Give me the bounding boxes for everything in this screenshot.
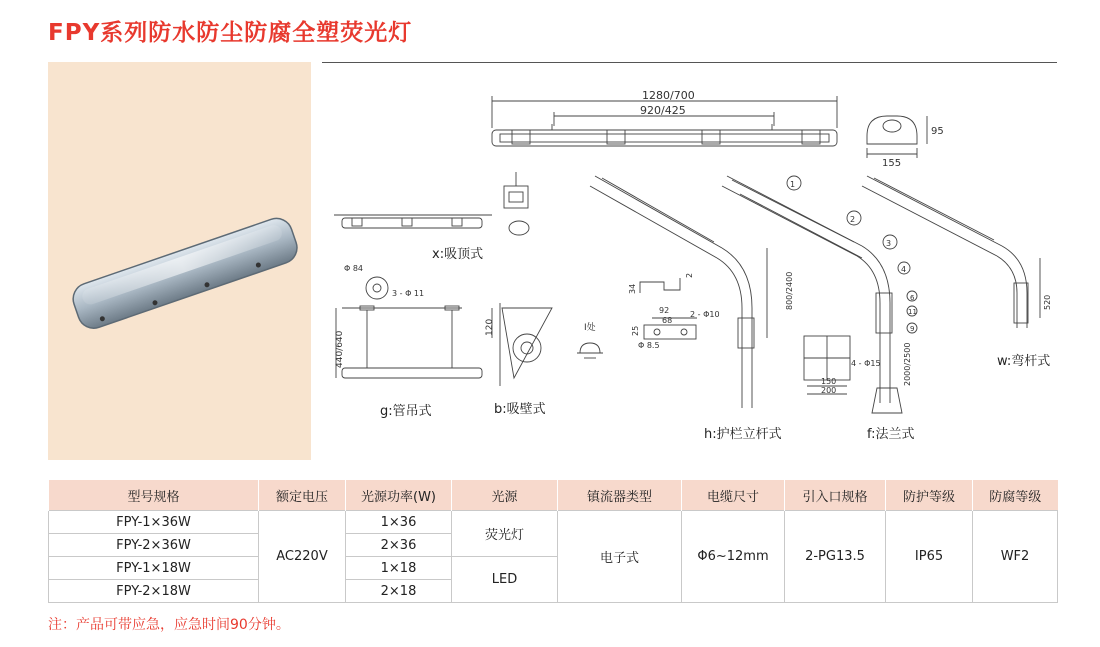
dim-clamp-68: 68 [662, 316, 673, 325]
dim-flange-pole-height: 2000/2500 [903, 342, 912, 386]
ceiling-mount-view [334, 172, 529, 235]
header-power: 光源功率(W) [346, 480, 452, 511]
dim-overall-length: 1280/700 [642, 89, 695, 102]
dim-bracket-34: 34 [628, 283, 637, 294]
dim-flange-200: 200 [821, 386, 837, 395]
cell-power: 1×36 [346, 511, 452, 534]
dim-section-height: 95 [931, 126, 944, 137]
dim-clamp-25: 25 [631, 325, 640, 336]
cell-entry: 2-PG13.5 [785, 511, 886, 603]
header-entry: 引入口规格 [785, 480, 886, 511]
page-title: FPY系列防水防尘防腐全塑荧光灯 [48, 20, 413, 46]
table-row [49, 511, 1058, 534]
label-ceiling-mount: x:吸顶式 [432, 247, 484, 262]
dim-holes-2phi10: 2 - Φ10 [690, 310, 720, 319]
detail-i: I处 [584, 323, 596, 333]
callout-4: 4 [901, 265, 907, 274]
callout-1: 1 [790, 180, 796, 189]
cell-power: 2×18 [346, 580, 452, 603]
cell-model: FPY-2×36W [49, 534, 259, 557]
product-photo [48, 62, 311, 460]
header-anticorrosion: 防腐等级 [973, 480, 1058, 511]
wall-mount-view [485, 303, 552, 386]
dim-clamp-phi85: Φ 8.5 [638, 341, 660, 350]
cell-model: FPY-1×18W [49, 557, 259, 580]
lamp-side-view [492, 89, 837, 146]
guardrail-pole-view [590, 176, 794, 408]
dim-bracket-120: 120 [485, 318, 495, 336]
footnote: 注：产品可带应急，应急时间90分钟。 [48, 617, 290, 633]
header-voltage: 额定电压 [259, 480, 346, 511]
label-flange-mount: f:法兰式 [867, 427, 915, 442]
dim-pole-height: 800/2400 [785, 271, 794, 310]
cell-voltage: AC220V [259, 511, 346, 603]
cell-model: FPY-1×36W [49, 511, 259, 534]
header-cable: 电缆尺寸 [682, 480, 785, 511]
cell-ballast: 电子式 [558, 511, 682, 603]
label-guardrail-pole: h:护栏立杆式 [704, 427, 782, 442]
callout-3: 3 [886, 239, 892, 248]
header-ip: 防护等级 [886, 480, 973, 511]
label-curved-pole: w:弯杆式 [997, 354, 1051, 369]
cell-source-led: LED [452, 557, 558, 603]
label-pendant-mount: g:管吊式 [380, 404, 432, 419]
curved-pole-view [862, 176, 1052, 328]
dim-section-width: 155 [882, 158, 902, 169]
dim-clamp-92: 92 [659, 306, 670, 315]
callout-9: 9 [910, 325, 915, 333]
dim-holes-3phi11: 3 - Φ 11 [392, 289, 425, 298]
dim-holes-4phi15: 4 - Φ15 [851, 359, 881, 368]
cell-power: 2×36 [346, 534, 452, 557]
callout-6: 6 [910, 294, 915, 302]
dim-inner-length: 920/425 [640, 104, 686, 117]
dim-circle-84: Φ 84 [344, 264, 364, 273]
technical-drawing [322, 68, 1057, 462]
pendant-mount-view [335, 264, 482, 378]
cell-cable: Φ6~12mm [682, 511, 785, 603]
drawing-top-rule [322, 62, 1057, 63]
callout-11: 11 [908, 308, 917, 316]
dim-curve-520: 520 [1043, 294, 1052, 310]
clamp-detail [577, 273, 720, 358]
callout-2: 2 [850, 215, 856, 224]
dim-pendant-height: 440/640 [335, 330, 345, 368]
header-model: 型号规格 [49, 480, 259, 511]
cell-ip: IP65 [886, 511, 973, 603]
dim-flange-150: 150 [821, 377, 837, 386]
lamp-cross-section [867, 116, 944, 169]
cell-anticorrosion: WF2 [973, 511, 1058, 603]
header-source: 光源 [452, 480, 558, 511]
label-wall-mount: b:吸壁式 [494, 402, 546, 417]
table-header-row [49, 480, 1058, 511]
dim-bracket-2: 2 [685, 272, 694, 278]
cell-source-fluorescent: 荧光灯 [452, 511, 558, 557]
cell-model: FPY-2×18W [49, 580, 259, 603]
cell-power: 1×18 [346, 557, 452, 580]
header-ballast: 镇流器类型 [558, 480, 682, 511]
spec-table [48, 480, 1058, 603]
